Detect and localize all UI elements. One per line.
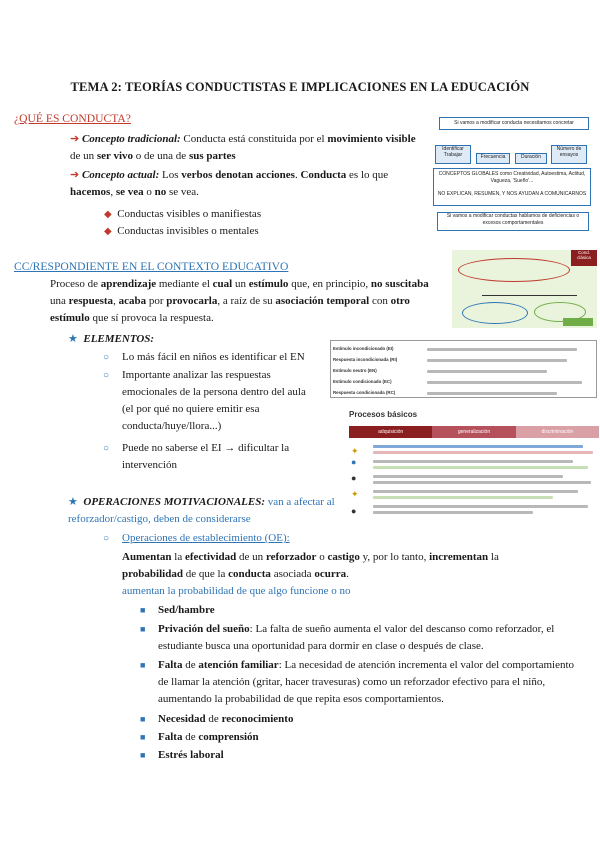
bell-icon: ✦ <box>351 446 359 456</box>
element-2: Importante analizar las respuestas emocionales de la persona dentro del aula (el por qué no quiere emitir esa conducta/huye/llora...) <box>122 369 306 432</box>
list-item: Falta de comprensión <box>158 731 259 743</box>
square-bullet-icon: ■ <box>140 714 146 724</box>
fig2-label: Cond. clásica <box>571 250 597 266</box>
fig1-mid-text2: NO EXPLICAN, RESUMEN, Y NOS AYUDAN A COMUNICARNOS <box>437 191 587 197</box>
page-title: TEMA 2: TEORÍAS CONDUCTISTAS E IMPLICACIONES EN LA EDUCACIÓN <box>70 80 530 94</box>
fig3-row-label: Estímulo condicionado (EC) <box>333 379 392 384</box>
circle-bullet-icon: ○ <box>103 370 110 381</box>
square-bullet-icon: ■ <box>140 624 146 634</box>
concept-traditional: ➔ Concepto tradicional: Conducta está constituida por el movimiento visible de un ser vivo o de una de sus partes <box>70 133 416 162</box>
diamond-icon: ◆ <box>104 209 112 220</box>
fig2-arrow <box>482 295 577 296</box>
dog-icon: ● <box>351 506 357 516</box>
fig4-tab: discriminación <box>516 426 599 438</box>
motivational-operations: ★ OPERACIONES MOTIVACIONALES: van a afectar al reforzador/castigo, deben de considerarse <box>68 496 335 525</box>
figure-elements-table <box>330 340 597 398</box>
cc-definition: Proceso de aprendizaje mediante el cual un estímulo que, en principio, no suscitaba una respuesta, acaba por provocarla, a raíz de su asociación temporal con otro estímulo que sí provoca la respuesta. <box>50 278 429 324</box>
fig3-row-label: Respuesta incondicionada (RI) <box>333 357 398 362</box>
fig1-mid-text: CONCEPTOS GLOBALES como Creatividad, Autoestima, Actitud, Vagueza, 'Sueño'... <box>438 171 586 184</box>
fig4-tab: adquisición <box>349 426 432 438</box>
star-icon: ★ <box>68 333 78 345</box>
concept-current: ➔ Concepto actual: Los verbos denotan acciones. Conducta es lo que hacemos, se vea o no se vea. <box>70 169 389 198</box>
list-item: ◆ Conductas visibles o manifiestas <box>104 208 262 220</box>
star-icon: ★ <box>68 496 78 508</box>
list-item: Falta de atención familiar: La necesidad de atención incrementa el valor del comportamiento de llamar la atención (gritar, hacer travesuras) como un reforzador efectivo para el niño, aumentando la probabilidad de que repita esos comportamientos. <box>158 659 575 705</box>
bell-icon: ✦ <box>351 489 359 499</box>
diamond-icon: ◆ <box>104 226 112 237</box>
fig3-row-label: Estímulo neutro (EN) <box>333 368 377 373</box>
list-item: ◆ Conductas invisibles o mentales <box>104 225 259 237</box>
fig1-box: Frecuencia <box>476 153 510 164</box>
fig1-box: Número de ensayos <box>551 145 587 164</box>
list-item: Necesidad de reconocimiento <box>158 713 294 725</box>
element-3: Puede no saberse el EI → dificultar la intervención <box>122 442 290 471</box>
circle-bullet-icon: ○ <box>103 443 110 454</box>
oe-note: aumentan la probabilidad de que algo funcione o no <box>122 585 351 597</box>
oe-definition: Aumentan la efectividad de un reforzador o castigo y, por lo tanto, incrementan la probabilidad de que la conducta asociada ocurra. aumentan la probabilidad de que algo funcione o no <box>122 549 542 600</box>
fig1-mid-box <box>433 168 591 206</box>
circle-bullet-icon: ○ <box>103 352 110 363</box>
act-label: Concepto actual: <box>81 169 160 181</box>
dog-icon: ● <box>351 473 357 483</box>
fig1-box: Duración <box>515 153 547 164</box>
fig4-tab: generalización <box>432 426 515 438</box>
arrow-icon: ➔ <box>70 169 80 181</box>
trad-label: Concepto tradicional: <box>81 133 181 145</box>
figure-classical-conditioning <box>452 250 597 328</box>
figure-procesos-basicos <box>345 410 600 545</box>
section-heading-cc: CC/RESPONDIENTE EN EL CONTEXTO EDUCATIVO <box>14 260 289 273</box>
list-item: Estrés laboral <box>158 749 224 761</box>
square-bullet-icon: ■ <box>140 660 146 670</box>
section-heading-conducta: ¿QUÉ ES CONDUCTA? <box>14 112 131 125</box>
fig1-top-box: Si vamos a modificar conducta necesitamos concretar <box>439 117 589 130</box>
fig3-row-label: Estímulo incondicionado (EI) <box>333 346 394 351</box>
fig1-box: Identificar Trabajar <box>435 145 471 164</box>
fig2-ellipse <box>462 302 528 324</box>
dog-icon: ● <box>351 457 357 467</box>
list-item: Privación del sueño: La falta de sueño aumenta el valor del descanso como reforzador, el estudiante busca una oportunidad para dormir en clase o después de clase. <box>158 623 555 652</box>
square-bullet-icon: ■ <box>140 605 146 615</box>
arrow-icon: ➔ <box>70 133 80 145</box>
fig2-ellipse <box>458 258 570 282</box>
fig2-tag <box>563 318 593 326</box>
list-item: Sed/hambre <box>158 604 215 616</box>
element-1: Lo más fácil en niños es identificar el EN <box>122 351 305 363</box>
fig4-tabs <box>349 426 599 438</box>
oe-heading: Operaciones de establecimiento (OE): <box>122 532 290 544</box>
fig3-row-label: Respuesta condicionada (RC) <box>333 390 396 395</box>
circle-bullet-icon: ○ <box>103 533 110 544</box>
fig4-text-lines <box>373 442 598 517</box>
fig1-bottom-box: Si vamos a modificar conductas hablamos de deficiencias o excesos comportamentales <box>437 212 589 231</box>
figure-conducta-diagram <box>433 117 593 232</box>
fig4-title: Procesos básicos <box>349 410 418 419</box>
square-bullet-icon: ■ <box>140 732 146 742</box>
fig4-icons <box>351 446 367 516</box>
elements-heading: ★ ELEMENTOS: <box>68 333 155 345</box>
square-bullet-icon: ■ <box>140 750 146 760</box>
